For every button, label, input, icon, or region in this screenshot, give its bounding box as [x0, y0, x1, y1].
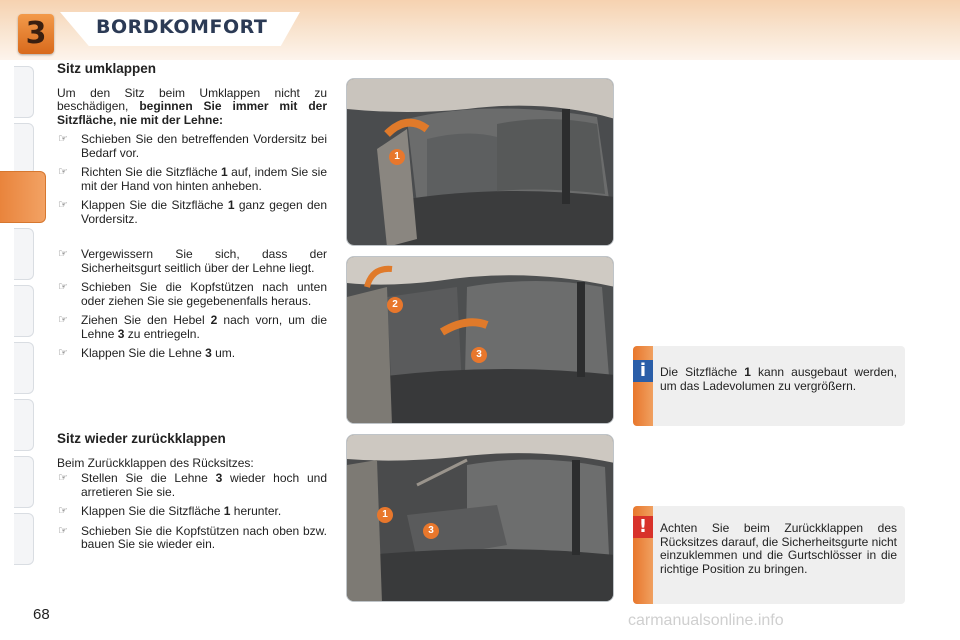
list-item	[57, 281, 327, 308]
warning-icon: !	[633, 516, 653, 538]
side-tab-3-active[interactable]	[0, 171, 46, 223]
info-note	[633, 346, 905, 426]
chapter-side-tabs	[14, 66, 34, 576]
ref-number: 3	[205, 346, 212, 360]
hand-pointer-icon: ☞	[58, 281, 68, 293]
intro-bold-text: beginnen Sie immer mit der Sitzfläche, nie mit der Lehne:	[57, 99, 327, 127]
bullet-list-a	[57, 133, 327, 226]
hand-pointer-icon: ☞	[58, 524, 68, 537]
list-item-text: Klappen Sie die Sitzfläche	[81, 198, 228, 212]
list-item-text: Klappen Sie die Sitzfläche	[81, 504, 224, 518]
side-tab-7[interactable]	[14, 399, 34, 451]
callout-marker-1: 1	[377, 507, 393, 523]
note-accent-bar	[633, 346, 653, 426]
ref-number: 3	[215, 471, 223, 485]
info-icon: i	[633, 360, 653, 382]
list-item	[57, 505, 327, 519]
list-item-text: Ziehen Sie den Hebel	[81, 313, 211, 327]
ref-number: 1	[223, 504, 231, 518]
list-item-text: herunter.	[230, 504, 282, 518]
ref-number: 1	[227, 198, 235, 212]
list-item-text: um.	[211, 346, 236, 360]
intro-paragraph: Beim Zurückklappen des Rücksitzes:	[57, 455, 254, 470]
hand-pointer-icon: ☞	[58, 314, 68, 326]
list-item-text: Schieben Sie den betreffenden Vordersitz bei Bedarf vor.	[81, 132, 327, 160]
list-item-text: Stellen Sie die Lehne	[81, 471, 216, 485]
bullet-list-c	[57, 472, 327, 552]
hand-pointer-icon: ☞	[58, 248, 68, 260]
ref-number: 3	[117, 326, 125, 341]
side-tab-8[interactable]	[14, 456, 34, 508]
hand-pointer-icon: ☞	[58, 505, 68, 517]
photo-seat-folded	[346, 434, 614, 602]
side-tab-4[interactable]	[14, 228, 34, 280]
hand-pointer-icon: ☞	[58, 199, 68, 211]
list-item-text: nach vorn, um die Lehne	[81, 313, 327, 341]
list-item	[57, 314, 327, 341]
list-item-text: Vergewissern Sie sich, dass der Sicherheitsgurt seitlich über der Lehne liegt.	[81, 247, 327, 275]
list-item	[57, 199, 327, 226]
side-tab-9[interactable]	[14, 513, 34, 565]
list-item-text: Schieben Sie die Kopfstützen nach unten oder ziehen Sie sie gegebenenfalls heraus.	[81, 280, 327, 308]
list-item	[57, 472, 327, 499]
callout-marker-1: 1	[389, 149, 405, 165]
callout-marker-2: 2	[387, 297, 403, 313]
list-item	[57, 166, 327, 193]
section-unfold-seat	[57, 432, 327, 552]
list-item	[57, 347, 327, 361]
list-item-text: Richten Sie die Sitzfläche	[81, 165, 221, 179]
chapter-number-badge: 3	[18, 14, 54, 54]
list-item-text: Klappen Sie die Lehne	[81, 346, 206, 360]
warning-note-text: Achten Sie beim Zurückklappen des Rücksitzes darauf, die Sicherheitsgurte nicht einzuklemmen und die Gurtschlösser in die richtige Position zu bringen.	[660, 521, 897, 576]
section-heading: Sitz wieder zurückklappen	[57, 431, 226, 446]
callout-marker-3: 3	[423, 523, 439, 539]
side-tab-1[interactable]	[14, 66, 34, 118]
section-heading: Sitz umklappen	[57, 61, 157, 76]
list-item-text: Schieben Sie die Kopfstützen nach oben bzw. bauen Sie sie wieder ein.	[81, 523, 327, 551]
callout-marker-3: 3	[471, 347, 487, 363]
side-tab-2[interactable]	[14, 123, 34, 175]
hand-pointer-icon: ☞	[58, 133, 68, 145]
list-item-text: auf, indem Sie sie mit der Hand von hinten anheben.	[81, 165, 327, 193]
watermark: carmanualsonline.info	[628, 612, 784, 629]
bullet-list-b	[57, 248, 327, 361]
hand-pointer-icon: ☞	[58, 347, 68, 359]
side-tab-5[interactable]	[14, 285, 34, 337]
photo-backrest-lever	[346, 256, 614, 424]
list-item-text: zu entriegeln.	[124, 326, 200, 341]
intro-paragraph	[57, 87, 327, 128]
hand-pointer-icon: ☞	[58, 472, 68, 484]
list-item	[57, 525, 327, 552]
list-item	[57, 133, 327, 160]
page-number: 68	[33, 606, 50, 623]
chapter-title: BORDKOMFORT	[96, 16, 268, 38]
list-item-text: wieder hoch und arretieren Sie sie.	[81, 471, 327, 499]
intro-text: Um den Sitz beim Umklappen nicht zu beschädigen,	[57, 85, 327, 113]
hand-pointer-icon: ☞	[58, 166, 68, 178]
side-tab-6[interactable]	[14, 342, 34, 394]
ref-number: 2	[210, 313, 218, 327]
info-note-text: Die Sitzfläche 1 kann ausgebaut werden, um das Ladevolumen zu vergrößern.	[660, 365, 898, 393]
ref-number: 1	[221, 165, 228, 179]
photo-seat-cushion-raised	[346, 78, 614, 246]
section-fold-seat	[57, 62, 327, 361]
warning-note	[633, 506, 905, 604]
list-item	[57, 248, 327, 275]
list-item-text: ganz gegen den Vordersitz.	[81, 198, 327, 226]
